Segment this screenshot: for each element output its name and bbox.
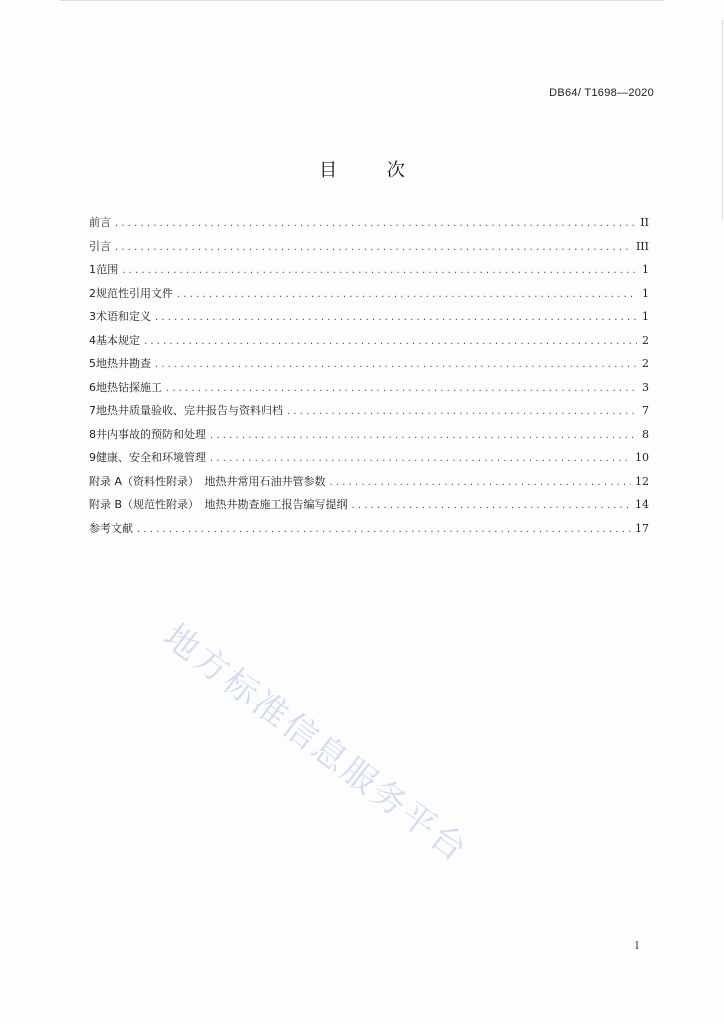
toc-leader-dots	[210, 453, 631, 464]
toc-entry-drilling-construction[interactable]	[89, 379, 649, 403]
toc-entry-hse-management[interactable]	[89, 449, 649, 473]
toc-entry-page: 8	[642, 427, 649, 441]
toc-entry-label: 规范性引用文件	[96, 286, 173, 300]
toc-entry-quality-acceptance[interactable]	[89, 402, 649, 426]
toc-entry-well-exploration[interactable]	[89, 355, 649, 379]
toc-entry-bibliography[interactable]	[89, 520, 649, 544]
toc-entry-number: 9	[89, 451, 96, 464]
toc-entry-label: 范围	[96, 263, 119, 276]
toc-entry-scope[interactable]	[89, 261, 649, 285]
scan-top-edge	[60, 0, 664, 4]
toc-leader-dots	[352, 500, 631, 511]
toc-entry-label: 附录 A（资料性附录） 地热井常用石油井管参数	[89, 474, 326, 488]
toc-entry-label: 附录 B（规范性附录） 地热井勘查施工报告编写提纲	[89, 498, 348, 511]
toc-entry-number: 7	[89, 404, 96, 417]
toc-entry-page: 3	[642, 380, 649, 394]
toc-entry-page: 1	[642, 263, 649, 276]
toc-entry-page: 14	[635, 498, 649, 511]
toc-entry-page: 12	[635, 474, 649, 488]
toc-entry-page: 2	[642, 357, 649, 370]
toc-entry-label: 井内事故的预防和处理	[96, 427, 206, 441]
toc-leader-dots	[166, 383, 637, 394]
toc-entry-page: III	[635, 239, 649, 253]
toc-entry-foreword[interactable]	[89, 214, 649, 238]
toc-entry-basic-provisions[interactable]	[89, 332, 649, 356]
toc-entry-number: 2	[89, 286, 96, 300]
toc-entry-page: 1	[642, 310, 649, 323]
toc-entry-number: 6	[89, 380, 96, 394]
toc-entry-page: II	[640, 216, 649, 229]
toc-entry-page: 2	[642, 333, 649, 347]
toc-entry-number: 8	[89, 427, 96, 441]
toc-entry-page: 10	[635, 451, 649, 464]
toc-entry-number: 5	[89, 357, 96, 370]
toc-entry-accident-prevention[interactable]	[89, 426, 649, 450]
toc-leader-dots	[330, 477, 631, 488]
toc-entry-label: 地热井勘查	[96, 357, 151, 370]
toc-leader-dots	[155, 359, 637, 370]
toc-leader-dots	[115, 242, 632, 253]
toc-entry-page: 17	[635, 521, 649, 535]
toc-entry-label: 地热钻探施工	[96, 380, 162, 394]
toc-entry-label: 地热井质量验收、完井报告与资料归档	[96, 404, 283, 417]
standard-code: DB64/ T1698—2020	[549, 87, 654, 99]
toc-entry-introduction[interactable]	[89, 238, 649, 262]
toc-entry-page: 7	[642, 404, 649, 417]
toc-leader-dots	[287, 406, 637, 417]
toc-entry-label: 参考文献	[89, 521, 133, 535]
scan-right-edge	[719, 20, 723, 220]
toc-entry-appendix-b[interactable]	[89, 496, 649, 520]
toc-entry-terms-definitions[interactable]	[89, 308, 649, 332]
toc-entry-number: 1	[89, 263, 96, 276]
toc-entry-label: 前言	[89, 216, 111, 229]
toc-entry-label: 基本规定	[96, 333, 140, 347]
toc-entry-number: 4	[89, 333, 96, 347]
toc-leader-dots	[210, 430, 637, 441]
page-number: I	[635, 941, 639, 952]
toc-entry-label: 健康、安全和环境管理	[96, 451, 206, 464]
toc-entry-page: 1	[642, 286, 649, 300]
toc-leader-dots	[177, 289, 637, 300]
toc-leader-dots	[137, 524, 631, 535]
toc-entry-appendix-a[interactable]	[89, 473, 649, 497]
toc-entry-normative-references[interactable]	[89, 285, 649, 309]
toc-leader-dots	[122, 265, 637, 276]
toc-leader-dots	[155, 312, 637, 323]
watermark-text: 地方标准信息服务平台	[156, 616, 476, 872]
toc-title: 目 次	[319, 160, 427, 181]
toc-entry-label: 引言	[89, 239, 111, 253]
toc-entry-label: 术语和定义	[96, 310, 151, 323]
toc-leader-dots	[144, 336, 637, 347]
toc-entry-number: 3	[89, 310, 96, 323]
table-of-contents	[89, 214, 649, 543]
toc-leader-dots	[115, 218, 636, 229]
